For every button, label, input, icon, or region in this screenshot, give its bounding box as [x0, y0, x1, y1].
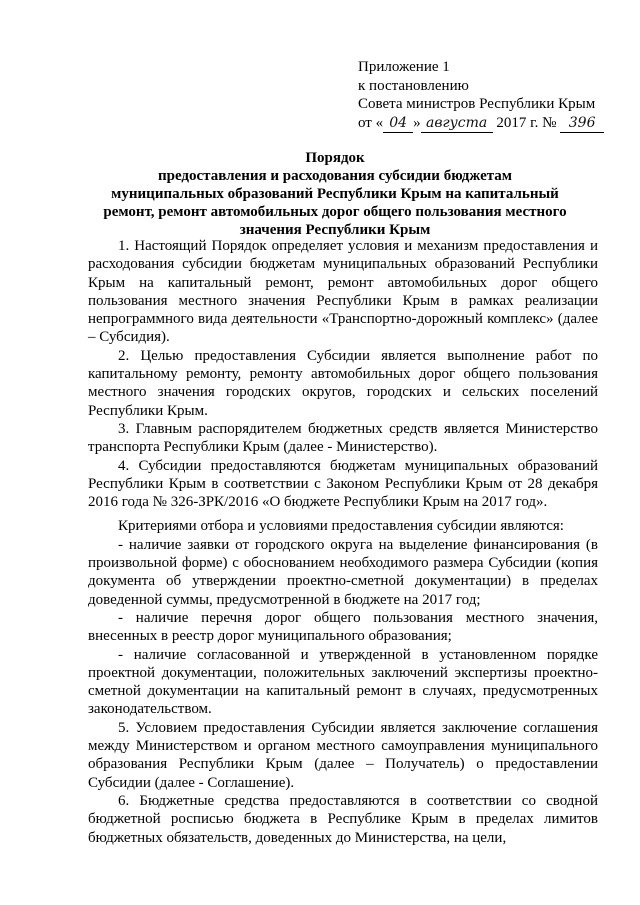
handwritten-number: 396	[560, 114, 604, 134]
paragraph-4: 4. Субсидии предоставляются бюджетам муниципальных образований Республики Крым в соответствии с Законом Республики Крым от 28 декабря 2016 года № 326-ЗРК/2016 «О бюджете Республики Крым на 2017 год».	[88, 457, 598, 511]
document-body	[88, 237, 598, 847]
appendix-line-3: Совета министров Республики Крым	[358, 96, 596, 112]
criteria-intro: Критериями отбора и условиями предоставления субсидии являются:	[118, 518, 564, 535]
criteria-item-3: - наличие согласованной и утвержденной в установленном порядке проектной документации, положительных заключений экспертизы проектно-сметной документации на капитальный ремонт в случаях, предусмотренных законодательством.	[88, 646, 598, 718]
appendix-line-1: Приложение 1	[358, 59, 450, 75]
paragraph-1: 1. Настоящий Порядок определяет условия и механизм предоставления и расходования субсидии бюджетам муниципальных образований Республики Крым на капитальный ремонт, ремонт автомобильных дорог общего пользования местного значения Республики Крым в рамках реализации непрограммного вида деятельности «Транспортно-дорожный комплекс» (далее – Субсидия).	[88, 238, 598, 346]
year-text: 2017 г. №	[496, 114, 557, 131]
appendix-block	[358, 58, 604, 133]
appendix-line-2: к постановлению	[358, 77, 469, 94]
paragraph-3: 3. Главным распорядителем бюджетных средств является Министерство транспорта Республики Крым (далее - Министерство).	[88, 420, 598, 456]
paragraph-2: 2. Целью предоставления Субсидии является выполнение работ по капитальному ремонту, ремонту автомобильных дорог общего пользования местного значения городских округов, городских и сельских поселений Республики Крым.	[88, 347, 598, 419]
appendix-date-line	[358, 114, 604, 134]
document-subtitle: предоставления и расходования субсидии бюджетам муниципальных образований Республики Крым на капитальный ремонт, ремонт автомобильных дорог общего пользования местного значения Республики Крым	[103, 168, 567, 238]
criteria-item-2: - наличие перечня дорог общего пользования местного значения, внесенных в реестр дорог муниципального образования;	[88, 609, 598, 645]
paragraph-6: 6. Бюджетные средства предоставляются в соответствии со сводной бюджетной росписью бюджета в Республике Крым в пределах лимитов бюджетных обязательств, доведенных до Министерства, на цели,	[88, 792, 598, 846]
paragraph-5: 5. Условием предоставления Субсидии является заключение соглашения между Министерством и органом местного самоуправления муниципального образования Республики Крым (далее – Получатель) о предоставлении Субсидии (далее - Соглашение).	[88, 719, 598, 791]
handwritten-day: 04	[383, 114, 413, 134]
date-prefix: от «	[358, 114, 384, 131]
document-heading: Порядок	[305, 150, 365, 166]
date-mid: »	[413, 114, 421, 131]
handwritten-month: августа	[421, 114, 493, 134]
criteria-item-1: - наличие заявки от городского округа на выделение финансирования (в произвольной форме) с обоснованием необходимого размера Субсидии (копия документа об утверждении проектно-сметной документации) в пределах доведенной суммы, предусмотренной в бюджете на 2017 год;	[88, 536, 598, 608]
